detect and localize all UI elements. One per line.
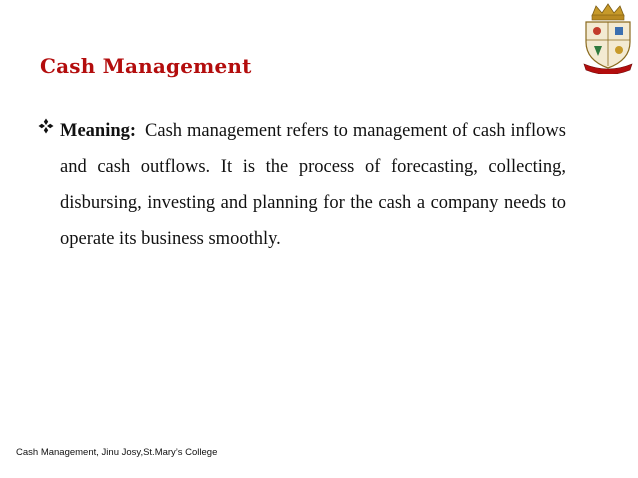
college-crest-icon bbox=[580, 2, 636, 74]
footer-text: Cash Management, Jinu Josy,St.Mary’s College bbox=[16, 447, 218, 458]
bullet-text: Cash management refers to management of cash inflows and cash outflows. It is the process of forecasting, collecting, disbursing, investing and planning for the cash a company needs to operate its business smoothly. bbox=[60, 121, 566, 249]
bullet-item bbox=[38, 113, 566, 257]
bullet-paragraph bbox=[60, 113, 566, 257]
slide-title: Cash Management bbox=[40, 54, 252, 78]
bullet-lead: Meaning: bbox=[60, 121, 137, 141]
diamond-bullet-icon bbox=[38, 118, 54, 134]
